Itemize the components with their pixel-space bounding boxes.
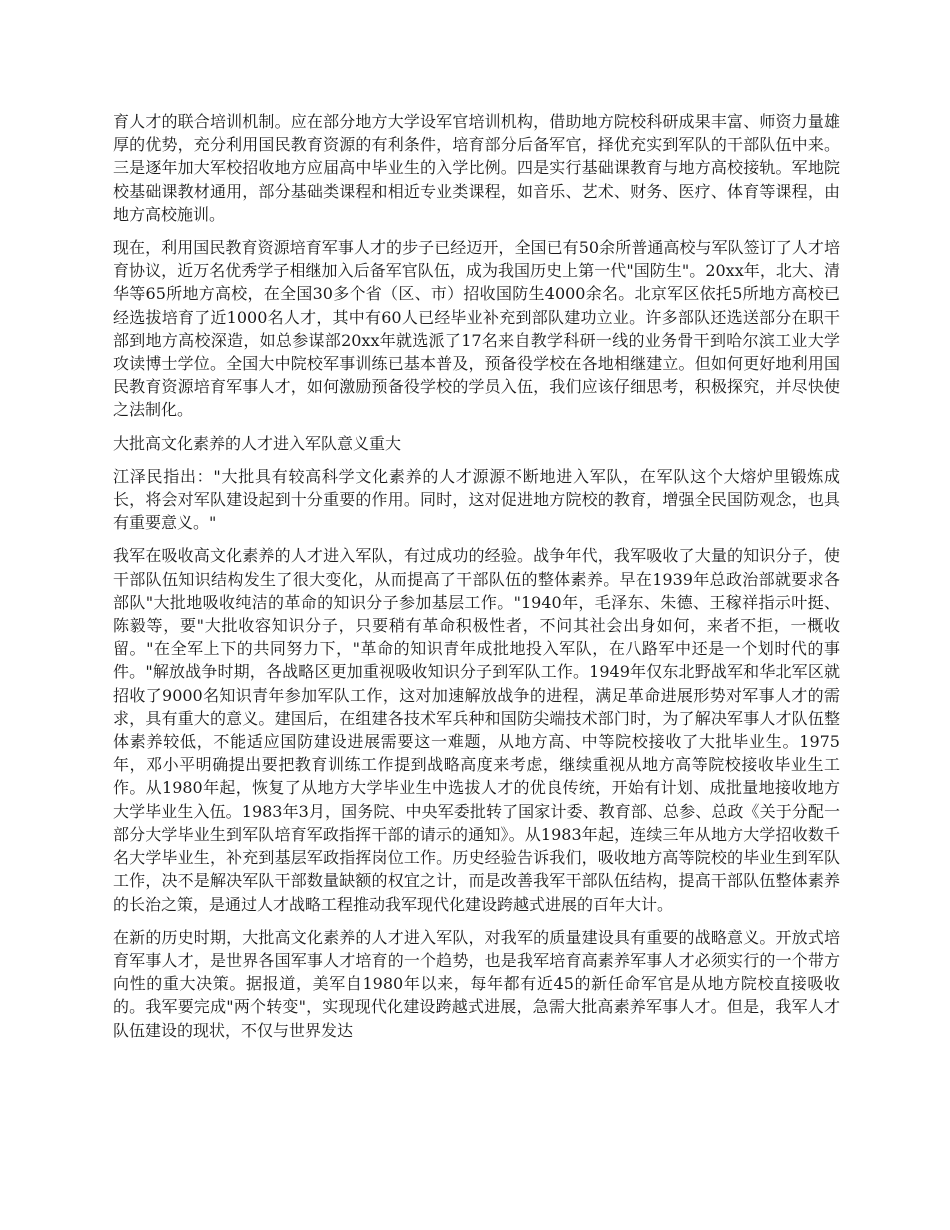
- paragraph-training-mechanism: 育人才的联合培训机制。应在部分地方大学设军官培训机构，借助地方院校科研成果丰富、师资力量雄厚的优势，充分利用国民教育资源的有利条件，培育部分后备军官，择优充实到军队的干部队伍中来。三是逐年加大军校招收地方应届高中毕业生的入学比例。四是实行基础课教育与地方高校接轨。军地院校基础课教材通用，部分基础类课程和相近专业类课程，如音乐、艺术、财务、医疗、体育等课程，由地方高校施训。: [113, 112, 840, 224]
- paragraph-national-education: 现在，利用国民教育资源培育军事人才的步子已经迈开，全国已有50余所普通高校与军队签订了人才培育协议，近万名优秀学子相继加入后备军官队伍，成为我国历史上第一代"国防生"。20xx年，北大、清华等65所地方高校，在全国30多个省（区、市）招收国防生4000余名。北京军区依托5所地方高校已经选拔培育了近1000名人才，其中有60人已经毕业补充到部队建功立业。许多部队还选送部分在职干部到地方高校深造，如总参谋部20xx年就选派了17名来自教学科研一线的业务骨干到哈尔滨工业大学攻读博士学位。全国大中院校军事训练已基本普及，预备役学校在各地相继建立。但如何更好地利用国民教育资源培育军事人才，如何激励预备役学校的学员入伍，我们应该仔细思考，积极探究，并尽快使之法制化。: [113, 238, 840, 420]
- paragraph-quote: 江泽民指出："大批具有较高科学文化素养的人才源源不断地进入军队，在军队这个大熔炉里锻炼成长，将会对军队建设起到十分重要的作用。同时，这对促进地方院校的教育，增强全民国防观念，也具有重要意义。": [113, 466, 840, 533]
- section-heading: 大批高文化素养的人才进入军队意义重大: [113, 433, 402, 453]
- paragraph-history: 我军在吸收高文化素养的人才进入军队，有过成功的经验。战争年代，我军吸收了大量的知识分子，使干部队伍知识结构发生了很大变化，从而提高了干部队伍的整体素养。早在1939年总政治部就要求各部队"大批地吸收纯洁的革命的知识分子参加基层工作。"1940年，毛泽东、朱德、王稼祥指示叶挺、陈毅等，要"大批收容知识分子，只要稍有革命积极性者，不问其社会出身如何，来者不拒，一概收留。"在全军上下的共同努力下，"革命的知识青年成批地投入军队，在八路军中还是一个划时代的事件。"解放战争时期，各战略区更加重视吸收知识分子到军队工作。1949年仅东北野战军和华北军区就招收了9000名知识青年参加军队工作，这对加速解放战争的进程，满足革命进展形势对军事人才的需求，具有重大的意义。建国后，在组建各技术军兵种和国防尖端技术部门时，为了解决军事人才队伍整体素养较低，不能适应国防建设进展需要这一难题，从地方高、中等院校接收了大批毕业生。1975年，邓小平明确提出要把教育训练工作提到战略高度来考虑，继续重视从地方高等院校接收毕业生工作。从1980年起，恢复了从地方大学毕业生中选拔人才的优良传统，开始有计划、成批量地接收地方大学毕业生入伍。1983年3月，国务院、中央军委批转了国家计委、教育部、总参、总政《关于分配一部分大学毕业生到军队培育军政指挥干部的请示的通知》。从1983年起，连续三年从地方大学招收数千名大学毕业生，补充到基层军政指挥岗位工作。历史经验告诉我们，吸收地方高等院校的毕业生到军队工作，决不是解决军队干部数量缺额的权宜之计，而是改善我军干部队伍结构，提高干部队伍整体素养的长治之策，是通过人才战略工程推动我军现代化建设跨越式进展的百年大计。: [113, 546, 840, 914]
- paragraph-new-era: 在新的历史时期，大批高文化素养的人才进入军队，对我军的质量建设具有重要的战略意义。开放式培育军事人才，是世界各国军事人才培育的一个趋势，也是我军培育高素养军事人才必须实行的一个带方向性的重大决策。据报道，美军自1980年以来，每年都有近45的新任命军官是从地方院校直接吸收的。我军要完成"两个转变"，实现现代化建设跨越式进展，急需大批高素养军事人才。但是，我军人才队伍建设的现状，不仅与世界发达: [113, 927, 840, 1040]
- document-body: [113, 110, 840, 1052]
